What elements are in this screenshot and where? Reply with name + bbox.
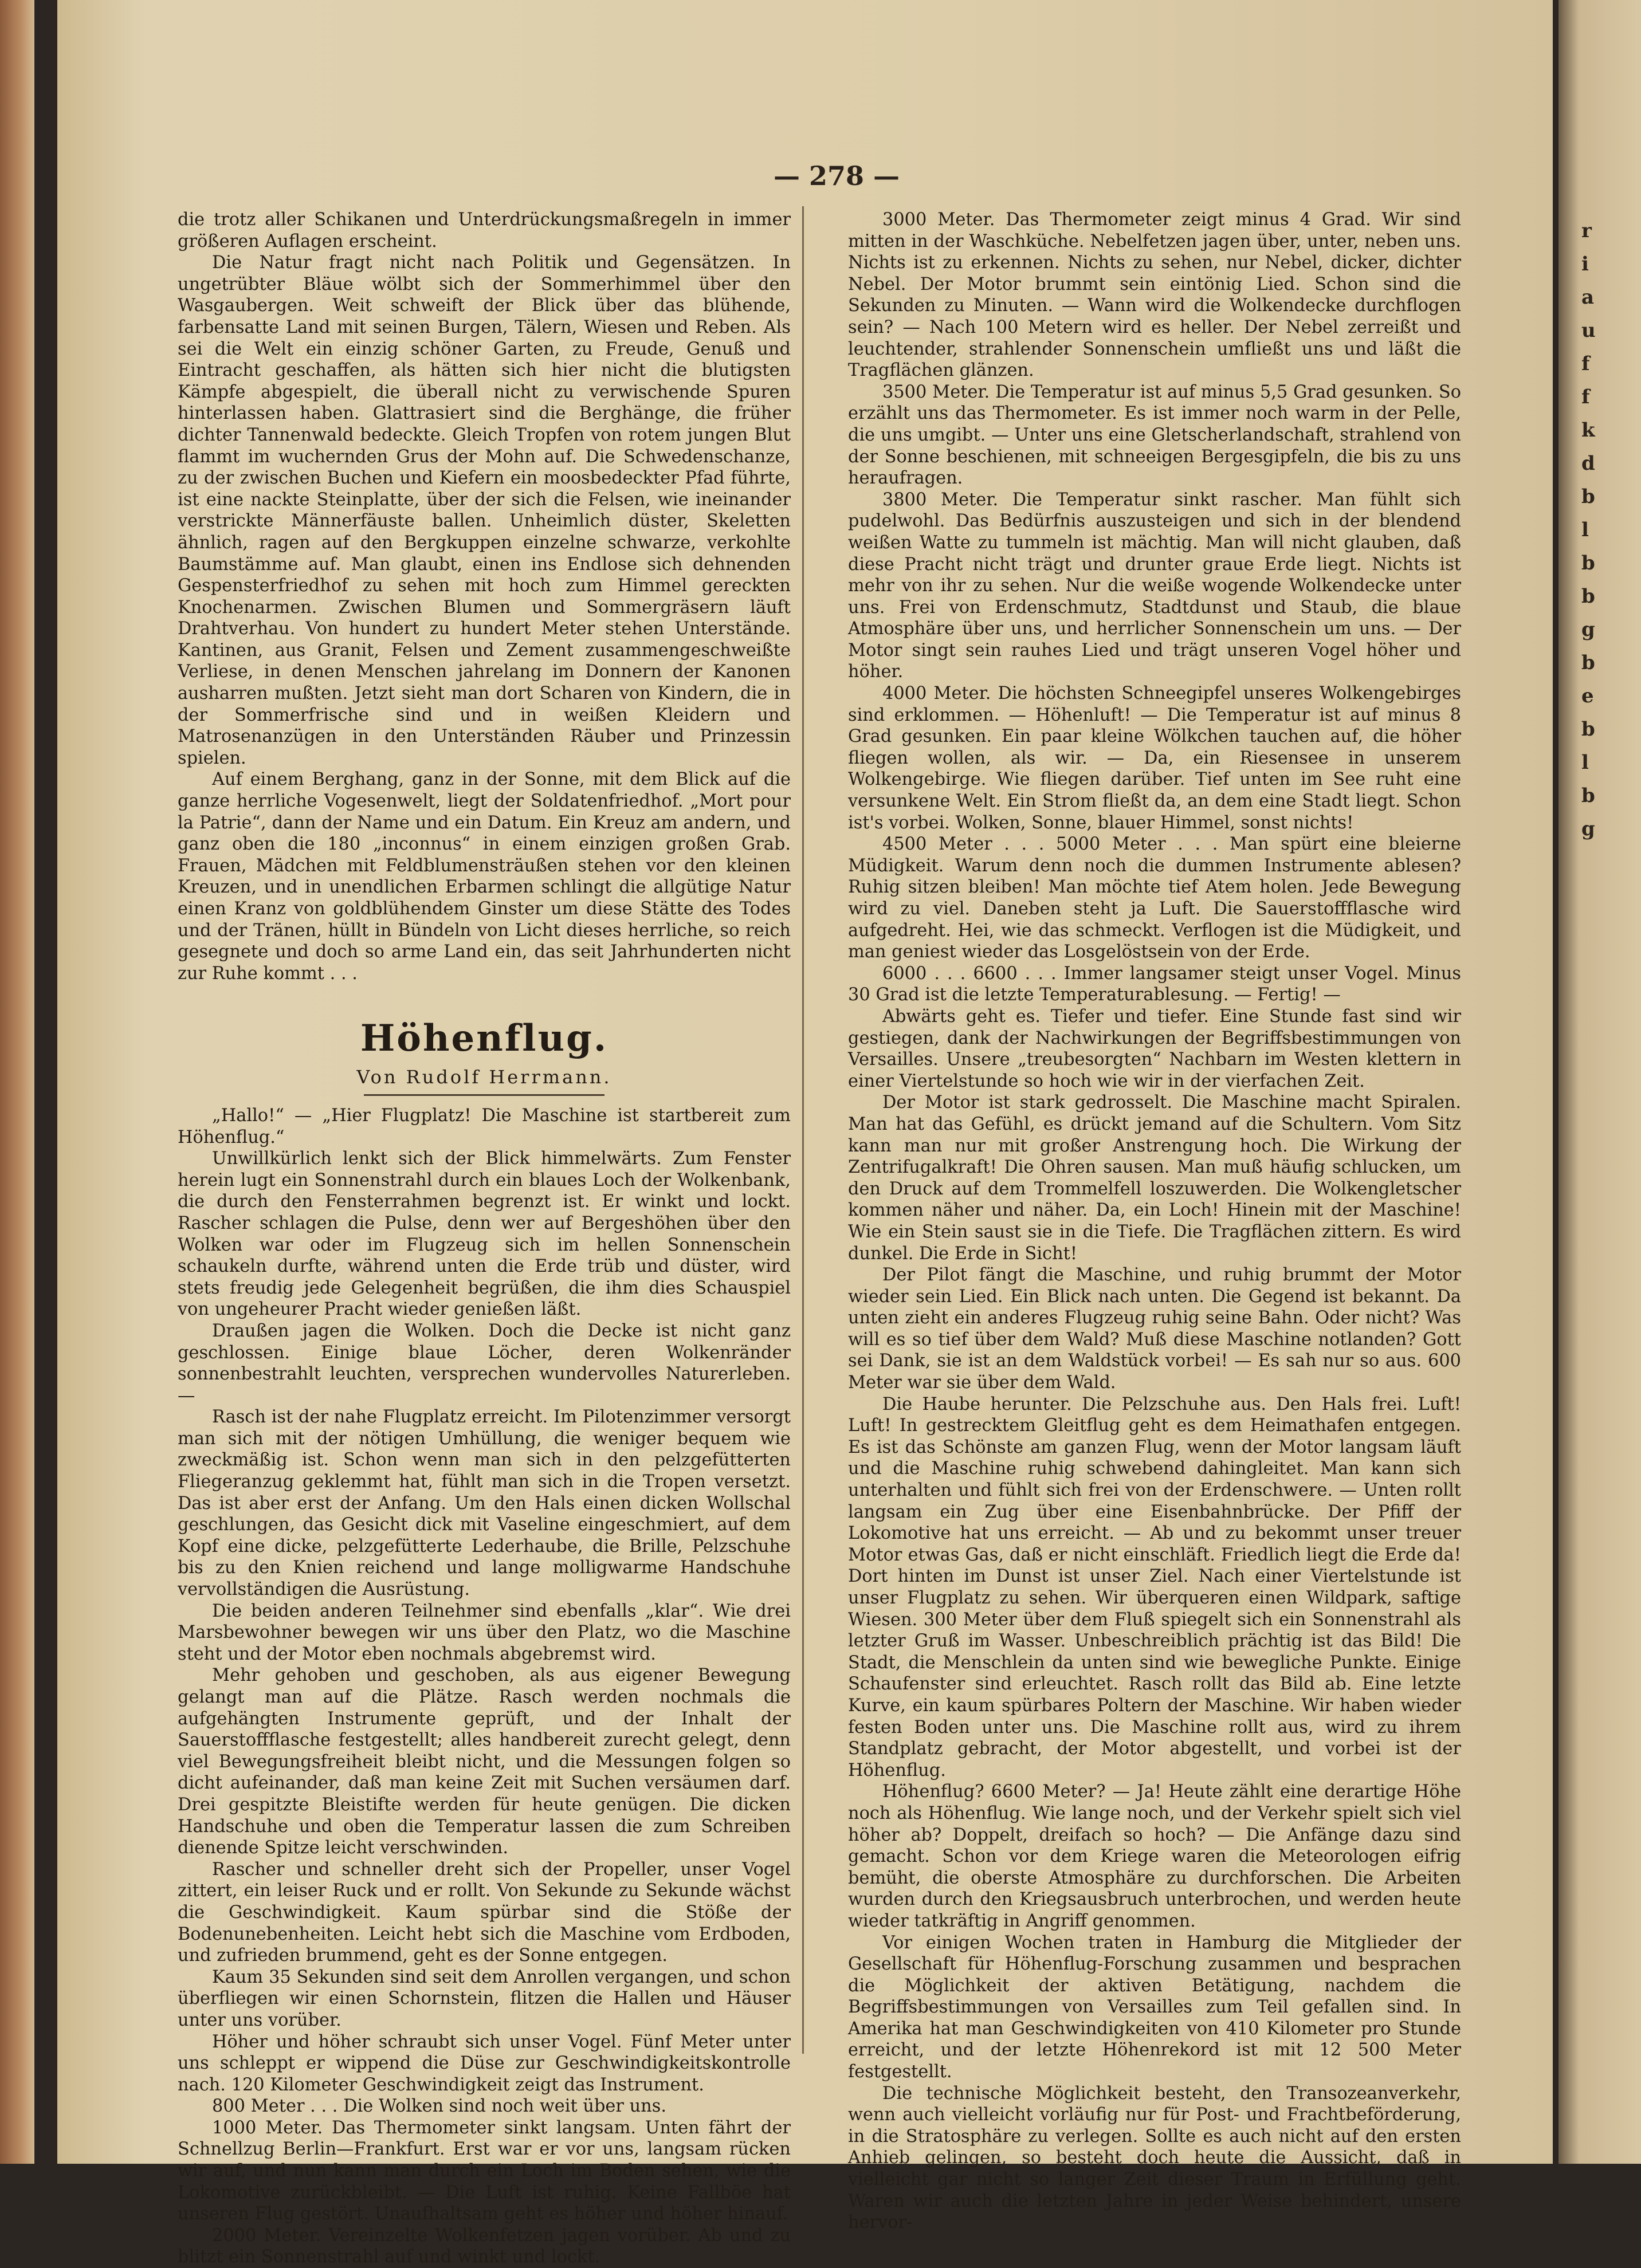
paragraph: die trotz aller Schikanen und Unterdrückungsmaßregeln in immer größeren Auflagen erscheint.: [178, 210, 791, 251]
title-separator: [364, 1094, 604, 1096]
paragraph: 4000 Meter. Die höchsten Schneegipfel unseres Wolkengebirges sind erklommen. — Höhenluft! — Die Temperatur ist auf minus 8 Grad gesunken. Ein paar kleine Wölkchen tauchen auf, die höher fliegen wollen, als wir. — Da, ein Riesensee in unserem Wolkengebirge. Wie fliegen darüber. Tief unten im See ruht eine versunkene Welt. Ein Strom fließt da, an dem eine Stadt liegt. Schon ist's vorbei. Wolken, Sonne, blauer Himmel, sonst nichts!: [848, 683, 1461, 833]
paragraph: 3000 Meter. Das Thermometer zeigt minus 4 Grad. Wir sind mitten in der Waschküche. Nebelfetzen jagen über, unter, neben uns. Nichts ist zu erkennen. Nichts zu sehen, nur Nebel, dicker, dichter Nebel. Der Motor brummt sein eintönig Lied. Schon sind die Sekunden zu Minuten. — Wann wird die Wolkendecke durchflogen sein? — Nach 100 Metern wird es heller. Der Nebel zerreißt und leuchtender, strahlender Sonnenschein umfließt uns und läßt die Tragflächen glänzen.: [848, 210, 1461, 381]
paragraph: Kaum 35 Sekunden sind seit dem Anrollen vergangen, und schon überfliegen wir einen Schornstein, flitzen die Hallen und Häuser unter uns vorüber.: [178, 1967, 791, 2030]
paragraph: 1000 Meter. Das Thermometer sinkt langsam. Unten fährt der Schnellzug Berlin—Frankfurt. Erst war er vor uns, langsam rücken wir auf, und nun kann man durch ein Loch im Boden sehen, wie die Lokomotive zurückbleibt. — Die Luft ist ruhig. Keine Fallböe hat unseren Flug gestört. Unaufhaltsam geht es höher und höher hinauf.: [178, 2117, 791, 2224]
article-title: Höhenflug.: [360, 1017, 608, 1060]
paragraph: Rasch ist der nahe Flugplatz erreicht. Im Pilotenzimmer versorgt man sich mit der nötigen Umhüllung, die weniger bequem wie zweckmäßig ist. Schon wenn man sich in den pelzgefütterten Fliegeranzug geklemmt hat, fühlt man sich in die Tropen versetzt. Das ist aber erst der Anfang. Um den Hals einen dicken Wollschal geschlungen, das Gesicht dick mit Vaseline eingeschmiert, auf dem Kopf eine dicke, pelzgefütterte Lederhaube, die Brille, Pelzschuhe bis zu den Knien reichend und lange molligwarme Handschuhe vervollständigen die Ausrüstung.: [178, 1407, 791, 1600]
page-number: — 278 —: [773, 160, 900, 191]
paragraph: Die beiden anderen Teilnehmer sind ebenfalls „klar“. Wie drei Marsbewohner bewegen wir uns über den Platz, wo die Maschine steht und der Motor eben nochmals abgebremst wird.: [178, 1601, 791, 1664]
paragraph: 3800 Meter. Die Temperatur sinkt rascher. Man fühlt sich pudelwohl. Das Bedürfnis auszusteigen und sich in der blendend weißen Watte zu tummeln ist mächtig. Man will nicht glauben, daß diese Pracht nicht trägt und drunter graue Erde liegt. Nichts ist mehr von ihr zu sehen. Nur die weiße wogende Wolkendecke unter uns. Frei von Erdenschmutz, Stadtdunst und Staub, die blaue Atmosphäre über uns, und herrlicher Sonnenschein um uns. — Der Motor singt sein rauhes Lied und trägt unseren Vogel höher und höher.: [848, 489, 1461, 682]
paragraph: Rascher und schneller dreht sich der Propeller, unser Vogel zittert, ein leiser Ruck und er rollt. Von Sekunde zu Sekunde wächst die Geschwindigkeit. Kaum spürbar sind die Stöße der Bodenunebenheiten. Leicht hebt sich die Maschine vom Erdboden, und zufrieden brummend, geht es der Sonne entgegen.: [178, 1859, 791, 1966]
next-page-letter: b: [1581, 552, 1595, 575]
next-page-letter: r: [1581, 219, 1592, 242]
paragraph: Unwillkürlich lenkt sich der Blick himmelwärts. Zum Fenster herein lugt ein Sonnenstrahl durch ein blaues Loch der Wolkenbank, die durch den Fensterrahmen begrenzt ist. Er winkt und lockt. Rascher schlagen die Pulse, denn wer auf Bergeshöhen über den Wolken war oder im Flugzeug sich im hellen Sonnenschein schaukeln durfte, während unten die Erde trüb und düster, wird stets freudig jede Gelegenheit begrüßen, die ihm dies Schauspiel von ungeheurer Pracht wieder genießen läßt.: [178, 1149, 791, 1320]
column-divider: [802, 206, 804, 2054]
paragraph: 2000 Meter. Vereinzelte Wolkenfetzen jagen vorüber. Ab und zu blitzt ein Sonnenstrahl auf und winkt und lockt.: [178, 2225, 791, 2267]
next-page-letter: b: [1581, 485, 1595, 508]
paragraph: 3500 Meter. Die Temperatur ist auf minus 5,5 Grad gesunken. So erzählt uns das Thermometer. Es ist immer noch warm in der Pelle, die uns umgibt. — Unter uns eine Gletscherlandschaft, strahlend von der Sonne beschienen, mit schneeigen Bergesgipfeln, die bis zu uns heraufragen.: [848, 382, 1461, 489]
next-page-letter: l: [1581, 751, 1589, 774]
paragraph: Vor einigen Wochen traten in Hamburg die Mitglieder der Gesellschaft für Höhenflug-Forschung zusammen und besprachen die Möglichkeit der aktiven Betätigung, nachdem die Begriffsbestimmungen von Versailles zum Teil gefallen sind. In Amerika hat man Geschwindigkeiten von 410 Kilometer pro Stunde erreicht, und der letzte Höhenrekord ist mit 12 500 Meter festgestellt.: [848, 1932, 1461, 2082]
paragraph: Die technische Möglichkeit besteht, den Transozeanverkehr, wenn auch vielleicht vorläufig nur für Post- und Frachtbeförderung, in die Stratosphäre zu verlegen. Sollte es auch nicht auf den ersten Anhieb gelingen, so besteht doch heute die Aussicht, daß in vielleicht gar nicht so langer Zeit dieser Traum in Erfüllung geht. Waren wir auch die letzten Jahre in jeder Weise behindert, unsere hervor-: [848, 2083, 1461, 2233]
book-spine: [0, 0, 34, 2164]
next-page-letter: b: [1581, 651, 1595, 674]
next-page-letter: b: [1581, 718, 1595, 741]
next-page-letter: d: [1581, 452, 1595, 475]
next-page-edge: [1558, 0, 1641, 2164]
paragraph: Der Motor ist stark gedrosselt. Die Maschine macht Spiralen. Man hat das Gefühl, es drückt jemand auf die Schultern. Vom Sitz kann man nur mit großer Anstrengung hoch. Die Wirkung der Zentrifugalkraft! Die Ohren sausen. Man muß häufig schlucken, um den Druck auf dem Trommelfell loszuwerden. Die Wolkengletscher kommen näher und näher. Da, ein Loch! Hinein mit der Maschine! Wie ein Stein saust sie in die Tiefe. Die Tragflächen zittern. Es wird dunkel. Die Erde in Sicht!: [848, 1092, 1461, 1264]
next-page-letter: a: [1581, 286, 1595, 309]
next-page-letter: f: [1581, 386, 1590, 408]
paragraph: „Hallo!“ — „Hier Flugplatz! Die Maschine ist startbereit zum Höhenflug.“: [178, 1105, 791, 1147]
paragraph: Mehr gehoben und geschoben, als aus eigener Bewegung gelangt man auf die Plätze. Rasch werden nochmals die aufgehängten Instrumente geprüft, und der Inhalt der Sauerstoffflasche festgestellt; alles handbereit zurecht gelegt, denn viel Bewegungsfreiheit bleibt nicht, und die Messungen folgen so dicht aufeinander, daß man keine Zeit mit Suchen versäumen darf. Drei gespitzte Bleistifte werden für heute genügen. Die dicken Handschuhe und oben die Temperatur lassen die zum Schreiben dienende Spitze leicht verschwinden.: [178, 1665, 791, 1858]
paragraph: Höhenflug? 6600 Meter? — Ja! Heute zählt eine derartige Höhe noch als Höhenflug. Wie lange noch, und der Verkehr spielt sich viel höher ab? Doppelt, dreifach so hoch? — Die Anfänge dazu sind gemacht. Schon vor dem Kriege waren die Meteorologen eifrig bemüht, die oberste Atmosphäre zu durchforschen. Die Arbeiten wurden durch den Kriegsausbruch unterbrochen, und werden heute wieder tatkräftig in Angriff genommen.: [848, 1782, 1461, 1931]
article-byline: Von Rudolf Herrmann.: [356, 1066, 612, 1088]
next-page-letter: g: [1581, 618, 1595, 641]
paragraph: Die Natur fragt nicht nach Politik und Gegensätzen. In ungetrübter Bläue wölbt sich der Sommerhimmel über den Wasgaubergen. Weit schweift der Blick über das blühende, farbensatte Land mit seinen Burgen, Tälern, Wiesen und Reben. Als sei die Welt ein einzig schöner Garten, zu Freude, Genuß und Eintracht geschaffen, als hätten sich hier nicht die blutigsten Kämpfe abgespielt, die überall nicht zu verwischende Spuren hinterlassen haben. Glattrasiert sind die Berghänge, die früher dichter Tannenwald bedeckte. Gleich Tropfen von rotem jungen Blut flammt im wuchernden Grus der Mohn auf. Die Schwedenschanze, zu der zwischen Buchen und Kiefern ein moosbedeckter Pfad führte, ist eine nackte Steinplatte, über der sich die Felsen, wie ineinander verstrickte Männerfäuste ballen. Unheimlich düster, Skeletten ähnlich, ragen auf den Bergkuppen einzelne schwarze, verkohlte Baumstämme auf. Man glaubt, einen ins Endlose sich dehnenden Gespensterfriedhof zu sehen mit hoch zum Himmel gereckten Knochenarmen. Zwischen Blumen und Sommergräsern läuft Drahtverhau. Von hundert zu hundert Meter stehen Unterstände. Kantinen, aus Granit, Felsen und Zement zusammengeschweißte Verliese, in denen Menschen jahrelang im Donnern der Kanonen ausharren mußten. Jetzt sieht man dort Scharen von Kindern, die in der Sommerfrische sind und in weißen Kleidern und Matrosenanzügen in den Unterständen Räuber und Prinzessin spielen.: [178, 253, 791, 768]
paragraph: Der Pilot fängt die Maschine, und ruhig brummt der Motor wieder sein Lied. Ein Blick nach unten. Die Gegend ist bekannt. Da unten zieht ein anderes Flugzeug ruhig seine Bahn. Oder nicht? Was will es so tief über dem Wald? Muß diese Maschine notlanden? Gott sei Dank, sie ist an dem Waldstück vorbei! — Es sah nur so aus. 600 Meter war sie über dem Wald.: [848, 1265, 1461, 1393]
next-page-letter: b: [1581, 784, 1595, 807]
paragraph: 6000 . . . 6600 . . . Immer langsamer steigt unser Vogel. Minus 30 Grad ist die letzte Temperaturablesung. — Fertig! —: [848, 963, 1461, 1005]
paragraph: Die Haube herunter. Die Pelzschuhe aus. Den Hals frei. Luft! Luft! In gestrecktem Gleitflug geht es dem Heimathafen entgegen. Es ist das Schönste am ganzen Flug, wenn der Motor langsam läuft und die Maschine ruhig schwebend dahingleitet. Man kann sich unterhalten und fühlt sich frei von der Erdenschwere. — Unten rollt langsam ein Zug über eine Eisenbahnbrücke. Der Pfiff der Lokomotive hat uns erreicht. — Ab und zu bekommt unser treuer Motor etwas Gas, daß er nicht einschläft. Friedlich liegt die Erde da! Dort hinten im Dunst ist unser Ziel. Nach einer Viertelstunde ist unser Flugplatz zu sehen. Wir überqueren einen Wildpark, saftige Wiesen. 300 Meter über dem Fluß spiegelt sich ein Sonnenstrahl als letzter Gruß im Wasser. Unbeschreiblich prächtig ist das Bild! Die Stadt, die Menschlein da unten sind wie bewegliche Punkte. Einige Schaufenster sind erleuchtet. Rasch rollt das Bild ab. Eine letzte Kurve, ein kaum spürbares Poltern der Maschine. Wir haben wieder festen Boden unter uns. Die Maschine rollt aus, wird zu ihrem Standplatz gebracht, der Motor abgestellt, und vorbei ist der Höhenflug.: [848, 1394, 1461, 1780]
paragraph: Draußen jagen die Wolken. Doch die Decke ist nicht ganz geschlossen. Einige blaue Löcher, deren Wolkenränder sonnenbestrahlt leuchten, versprechen wundervolles Naturerleben. —: [178, 1320, 791, 1406]
next-page-letter: l: [1581, 518, 1589, 541]
next-page-letter: b: [1581, 585, 1595, 608]
paragraph: 800 Meter . . . Die Wolken sind noch weit über uns.: [212, 2096, 666, 2117]
next-page-letter: g: [1581, 817, 1595, 840]
next-page-letter: k: [1581, 419, 1595, 442]
right-column: [848, 209, 1461, 2234]
paragraph: Abwärts geht es. Tiefer und tiefer. Eine Stunde fast sind wir gestiegen, dank der Nachwirkungen der Begriffsbestimmungen von Versailles. Unsere „treubesorgten“ Nachbarn im Westen klettern in einer Viertelstunde so hoch wie wir in der vierfachen Zeit.: [848, 1006, 1461, 1091]
paragraph: 4500 Meter . . . 5000 Meter . . . Man spürt eine bleierne Müdigkeit. Warum denn noch die dummen Instrumente ablesen? Ruhig sitzen bleiben! Man möchte tief Atem holen. Jede Bewegung wird zu viel. Daneben steht ja Luft. Die Sauerstoffflasche wird aufgedreht. Hei, wie das schmeckt. Verflogen ist die Müdigkeit, und man geniest wieder das Losgelöstsein von der Erde.: [848, 834, 1461, 962]
left-column: [178, 209, 791, 2268]
next-page-letter: i: [1581, 253, 1589, 276]
next-page-letter: e: [1581, 685, 1594, 707]
next-page-letter: u: [1581, 319, 1596, 342]
paragraph: Auf einem Berghang, ganz in der Sonne, mit dem Blick auf die ganze herrliche Vogesenwelt, liegt der Soldatenfriedhof. „Mort pour la Patrie“, dann der Name und ein Datum. Ein Kreuz am andern, und ganz oben die 180 „inconnus“ in einem einzigen großen Grab. Frauen, Mädchen mit Feldblumensträußen stehen vor den kleinen Kreuzen, und in unendlichen Erbarmen schlingt die allgütige Natur einen Kranz von goldblühendem Ginster um diese Stätte des Todes und der Tränen, hüllt in Bündeln von Licht dieses herrliche, so reich gesegnete und doch so arme Land ein, das seit Jahrhunderten nicht zur Ruhe kommt . . .: [178, 769, 791, 984]
next-page-letter: f: [1581, 352, 1590, 375]
paragraph: Höher und höher schraubt sich unser Vogel. Fünf Meter unter uns schleppt er wippend die Düse zur Geschwindigkeitskontrolle nach. 120 Kilometer Geschwindigkeit zeigt das Instrument.: [178, 2031, 791, 2095]
